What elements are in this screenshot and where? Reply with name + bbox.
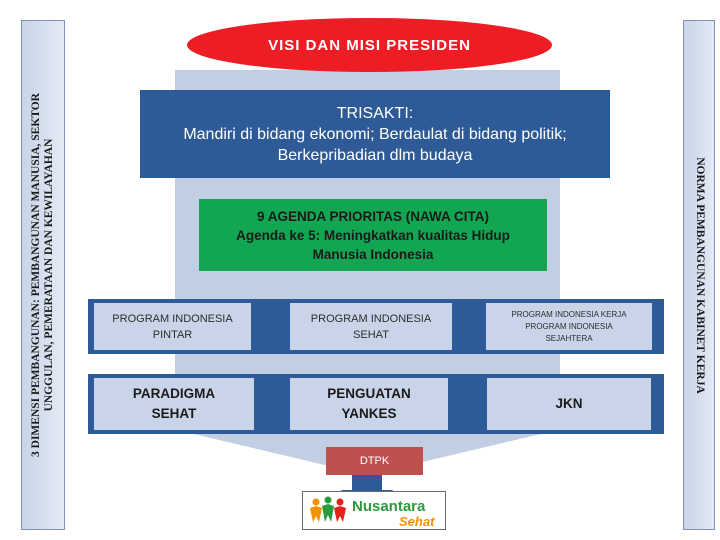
program-pintar-line-2: PINTAR <box>152 328 193 341</box>
result-yankes-line-1: PENGUATAN <box>327 386 411 401</box>
trisakti-box <box>140 90 610 178</box>
left-pillar-line-1: 3 DIMENSI PEMBANGUNAN: PEMBANGUNAN MANUSIA, SEKTOR <box>30 93 42 457</box>
program-sehat-line-1: PROGRAM INDONESIA <box>310 312 432 325</box>
result-paradigma-line-2: SEHAT <box>151 406 197 421</box>
nusantara-sehat-logo <box>302 491 446 530</box>
result-paradigma-line-1: PARADIGMA <box>132 386 216 401</box>
program-kerja-line-2: PROGRAM INDONESIA <box>525 321 613 331</box>
dtpk-box <box>326 447 423 475</box>
logo-word-nusantara: Nusantara <box>352 498 426 515</box>
trisakti-heading: TRISAKTI: <box>336 104 414 122</box>
program-pintar <box>94 303 251 350</box>
nusantara-sehat-logo-image <box>303 492 445 529</box>
people-figures-icon <box>310 497 346 523</box>
right-pillar-text: NORMA PEMBANGUNAN KABINET KERJA <box>693 156 706 394</box>
agenda-box <box>199 199 547 271</box>
program-sehat-line-2: SEHAT <box>353 328 389 341</box>
program-sehat <box>290 303 452 350</box>
result-paradigma-sehat <box>94 378 254 430</box>
agenda-line-3: Manusia Indonesia <box>312 246 434 262</box>
dtpk-label: DTPK <box>359 455 390 467</box>
result-penguatan-yankes <box>290 378 448 430</box>
result-jkn-label: JKN <box>555 396 583 411</box>
program-kerja-line-3: SEJAHTERA <box>545 333 593 343</box>
program-pintar-line-1: PROGRAM INDONESIA <box>112 312 233 325</box>
title-oval <box>187 18 552 72</box>
program-kerja-line-1: PROGRAM INDONESIA KERJA <box>511 309 627 319</box>
trisakti-line-2: Berkepribadian dlm budaya <box>277 146 473 164</box>
trisakti-line-1: Mandiri di bidang ekonomi; Berdaulat di bidang politik; <box>183 125 567 143</box>
agenda-line-1: 9 AGENDA PRIORITAS (NAWA CITA) <box>257 208 489 224</box>
agenda-line-2: Agenda ke 5: Meningkatkan kualitas Hidup <box>236 227 510 243</box>
result-yankes-line-2: YANKES <box>341 406 397 421</box>
left-pillar-line-2: UNGGULAN, PEMERATAAN DAN KEWILAYAHAN <box>43 138 55 412</box>
result-jkn <box>487 378 651 430</box>
page-title: VISI DAN MISI PRESIDEN <box>268 36 471 54</box>
logo-word-sehat: Sehat <box>399 514 435 529</box>
program-kerja-sejahtera <box>486 303 652 350</box>
